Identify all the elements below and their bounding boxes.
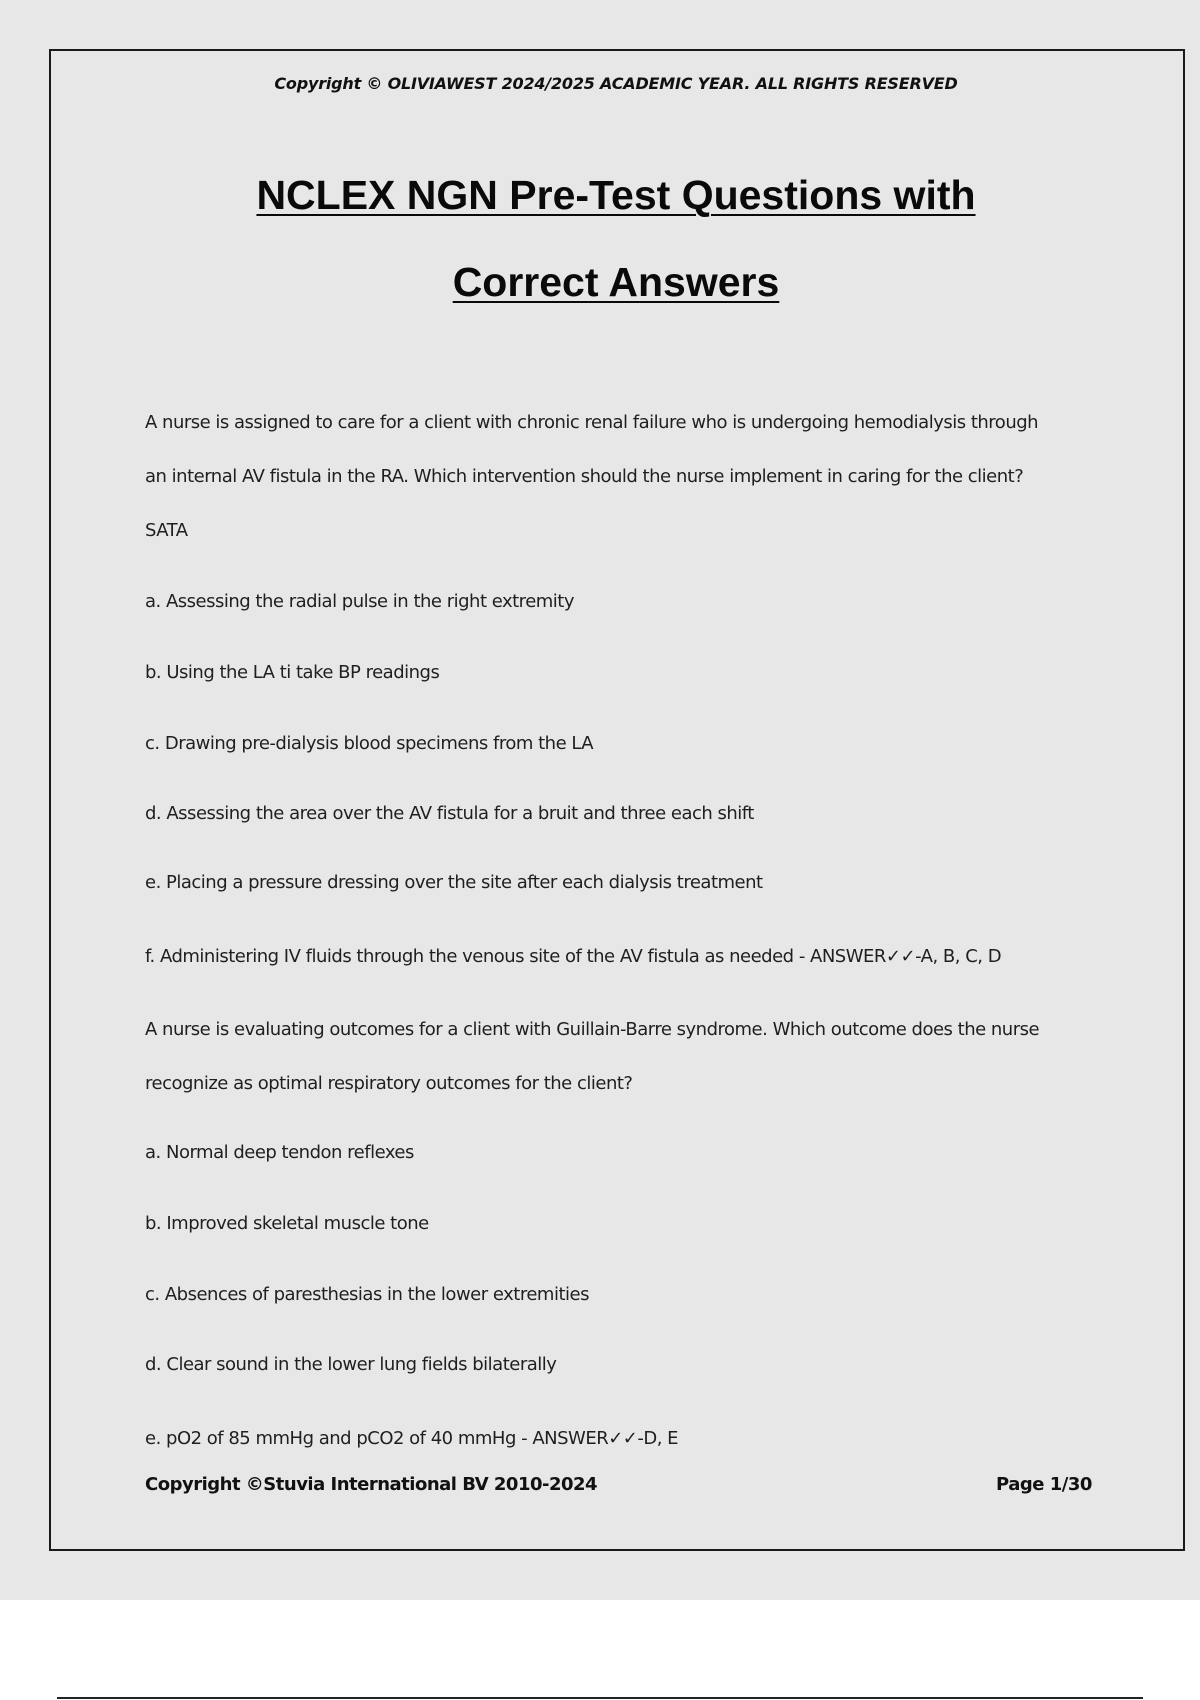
question-1-option-f-answer: f. Administering IV fluids through the venous site of the AV fistula as needed - ANSWER✓✓-A, B, C, D (145, 946, 1002, 967)
question-2-option-e-answer: e. pO2 of 85 mmHg and pCO2 of 40 mmHg - ANSWER✓✓-D, E (145, 1428, 679, 1449)
question-1-stem-line-3: SATA (145, 520, 188, 541)
question-1-option-b: b. Using the LA ti take BP readings (145, 662, 440, 683)
question-2-option-d: d. Clear sound in the lower lung fields bilaterally (145, 1354, 557, 1375)
question-2-option-a: a. Normal deep tendon reflexes (145, 1142, 414, 1163)
document-title-line-2: Correct Answers (452, 259, 780, 305)
question-1-stem-line-1: A nurse is assigned to care for a client with chronic renal failure who is undergoing hemodialysis through (145, 412, 1039, 433)
header-copyright: Copyright © OLIVIAWEST 2024/2025 ACADEMIC YEAR. ALL RIGHTS RESERVED (274, 74, 958, 93)
page-number: Page 1/30 (996, 1474, 1092, 1495)
question-1-stem-line-2: an internal AV fistula in the RA. Which intervention should the nurse implement in caring for the client? (145, 466, 1024, 487)
next-page-divider (57, 1697, 1143, 1699)
document-title-line-1: NCLEX NGN Pre-Test Questions with (256, 172, 976, 218)
question-2-stem-line-2: recognize as optimal respiratory outcomes for the client? (145, 1073, 633, 1094)
footer-copyright: Copyright ©Stuvia International BV 2010-2024 (145, 1474, 598, 1495)
question-1-option-a: a. Assessing the radial pulse in the right extremity (145, 591, 575, 612)
question-2-stem-line-1: A nurse is evaluating outcomes for a client with Guillain-Barre syndrome. Which outcome does the nurse (145, 1019, 1040, 1040)
question-2-option-b: b. Improved skeletal muscle tone (145, 1213, 429, 1234)
question-2-option-c: c. Absences of paresthesias in the lower extremities (145, 1284, 589, 1305)
question-1-option-c: c. Drawing pre-dialysis blood specimens from the LA (145, 733, 594, 754)
question-1-option-d: d. Assessing the area over the AV fistula for a bruit and three each shift (145, 803, 754, 824)
question-1-option-e: e. Placing a pressure dressing over the site after each dialysis treatment (145, 872, 763, 893)
